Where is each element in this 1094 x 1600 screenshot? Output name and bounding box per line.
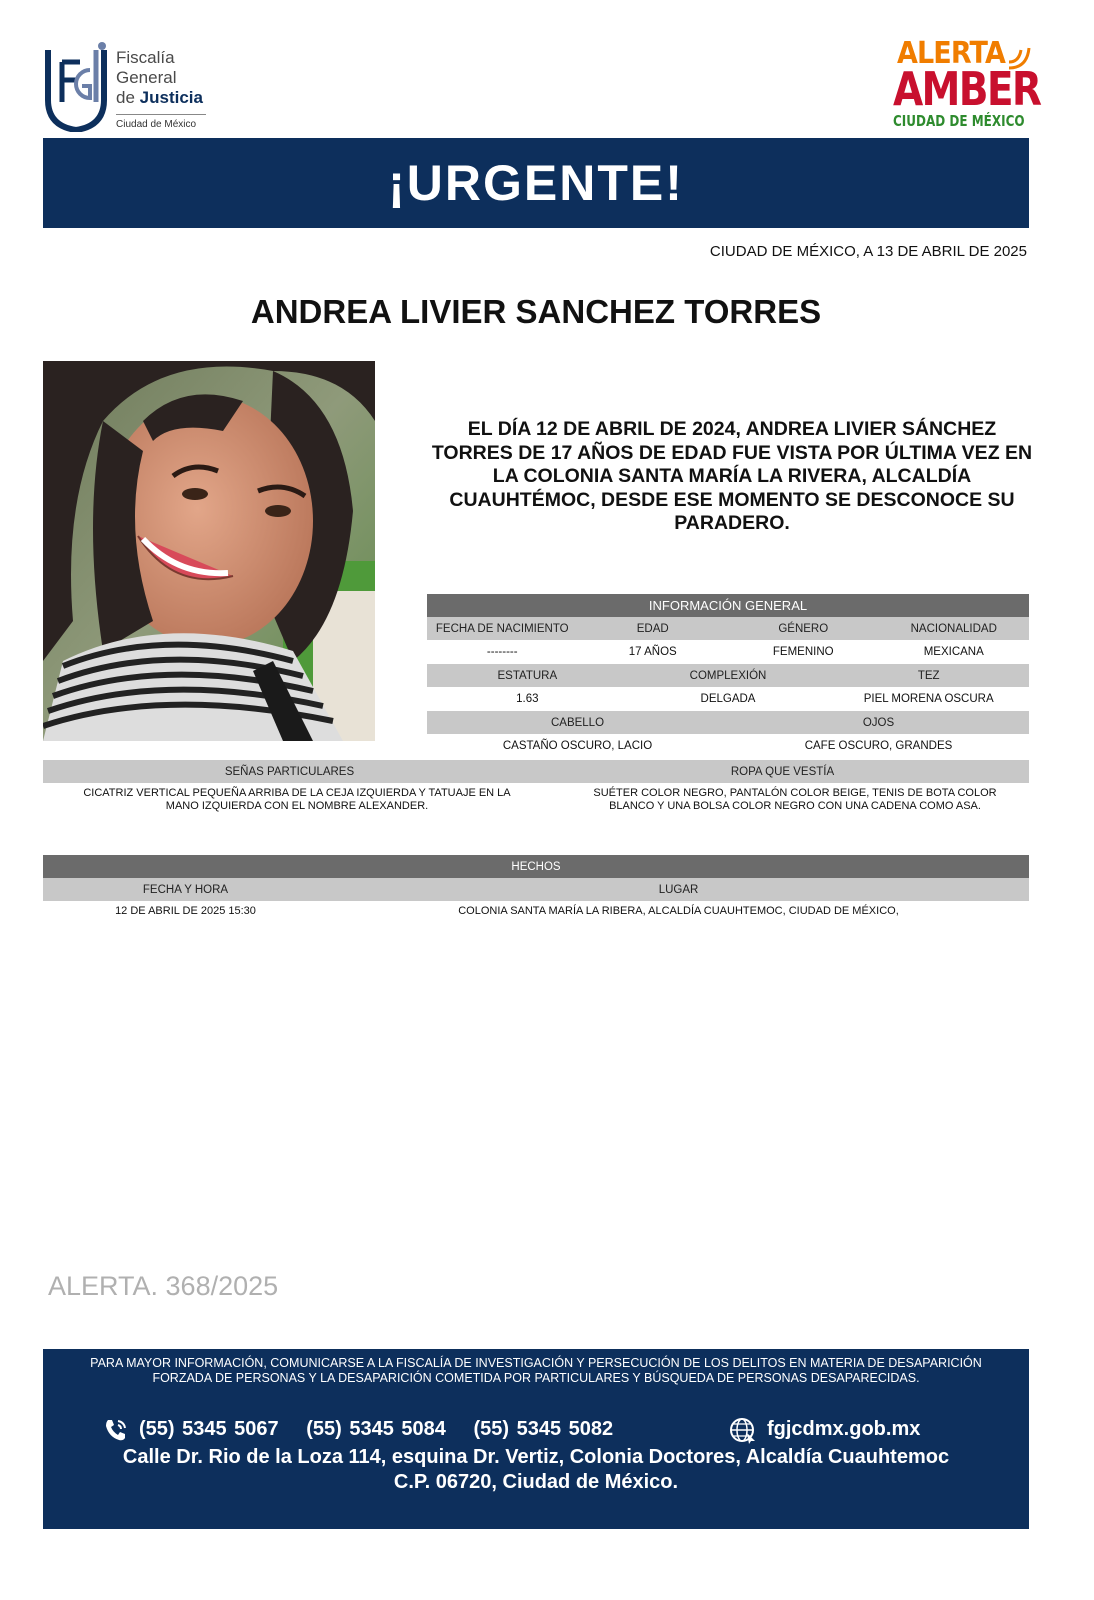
org-subtitle: Ciudad de México <box>116 119 197 130</box>
facts-table <box>43 855 1029 921</box>
value-gender: FEMENINO <box>728 640 879 664</box>
header-gender: GÉNERO <box>728 617 879 640</box>
value-eyes: CAFE OSCURO, GRANDES <box>728 734 1029 758</box>
address-line-2: C.P. 06720, Ciudad de México. <box>393 1471 679 1493</box>
phone-number[interactable]: (55) 5345 5082 <box>473 1418 614 1440</box>
phone-number[interactable]: (55) 5345 5084 <box>306 1418 446 1440</box>
fgj-logo <box>44 40 214 132</box>
contact-footer <box>43 1349 1029 1529</box>
org-line-3-bold: Justicia <box>139 88 203 107</box>
header-nationality: NACIONALIDAD <box>879 617 1030 640</box>
urgent-title: ¡URGENTE! <box>388 155 684 211</box>
address-line-1: Calle Dr. Rio de la Loza 114, esquina Dr. Vertiz, Colonia Doctores, Alcaldía Cuauhtemoc <box>122 1446 950 1468</box>
value-build: DELGADA <box>628 687 829 711</box>
fgj-emblem-icon <box>44 40 110 132</box>
value-birthdate: -------- <box>427 640 578 664</box>
office-address <box>43 1445 1029 1495</box>
contact-line <box>43 1415 1029 1445</box>
value-height: 1.63 <box>427 687 628 711</box>
value-hair: CASTAÑO OSCURO, LACIO <box>427 734 728 758</box>
value-age: 17 AÑOS <box>578 640 729 664</box>
facts-title: HECHOS <box>43 855 1029 878</box>
alerta-amber-logo <box>893 36 1041 132</box>
header-complexion: TEZ <box>828 664 1029 687</box>
header-place: LUGAR <box>328 878 1029 901</box>
missing-person-photo <box>43 361 375 741</box>
header-date-time: FECHA Y HORA <box>43 878 328 901</box>
person-name: ANDREA LIVIER SANCHEZ TORRES <box>250 293 822 330</box>
value-date-time: 12 DE ABRIL DE 2025 15:30 <box>115 905 256 917</box>
org-line-3 <box>116 88 203 108</box>
case-description: EL DÍA 12 DE ABRIL DE 2024, ANDREA LIVIER SÁNCHEZ TORRES DE 17 AÑOS DE EDAD FUE VISTA POR ÚLTIMA VEZ EN LA COLONIA SANTA MARÍA LA RIVERA, ALCALDÍA CUAUHTÉMOC, DESDE ESE MOMENTO SE DESCONOCE SU PARADERO. <box>431 418 1033 534</box>
header-distinguishing-marks: SEÑAS PARTICULARES <box>43 760 536 783</box>
header-age: EDAD <box>578 617 729 640</box>
org-line-3-prefix: de <box>116 88 135 107</box>
value-complexion: PIEL MORENA OSCURA <box>828 687 1029 711</box>
marks-clothing-table <box>43 760 1029 813</box>
header-build: COMPLEXIÓN <box>628 664 829 687</box>
amber-city-text: CIUDAD DE MÉXICO <box>893 112 1025 130</box>
amber-alerta-text: ALERTA <box>897 36 1005 71</box>
org-line-1: Fiscalía <box>116 48 175 67</box>
globe-icon <box>727 1415 757 1445</box>
date-line: CIUDAD DE MÉXICO, A 13 DE ABRIL DE 2025 <box>709 243 1027 260</box>
amber-amber-text: AMBER <box>893 62 1041 116</box>
logo-divider <box>116 114 206 115</box>
header-hair: CABELLO <box>427 711 728 734</box>
alert-number: ALERTA. 368/2025 <box>48 1271 279 1301</box>
value-nationality: MEXICANA <box>879 640 1030 664</box>
urgent-banner <box>43 138 1029 228</box>
org-line-2: General <box>116 68 177 87</box>
header-birthdate: FECHA DE NACIMIENTO <box>427 617 578 640</box>
value-clothing: SUÉTER COLOR NEGRO, PANTALÓN COLOR BEIGE, TENIS DE BOTA COLOR BLANCO Y UNA BOLSA COLOR NEGRO CON UNA CADENA COMO ASA. <box>593 787 997 812</box>
header-height: ESTATURA <box>427 664 628 687</box>
value-distinguishing-marks: CICATRIZ VERTICAL PEQUEÑA ARRIBA DE LA CEJA IZQUIERDA Y TATUAJE EN LA MANO IZQUIERDA CON EL NOMBRE ALEXANDER. <box>83 787 511 812</box>
value-place: COLONIA SANTA MARÍA LA RIBERA, ALCALDÍA CUAUHTEMOC, CIUDAD DE MÉXICO, <box>458 905 899 917</box>
general-info-table <box>427 594 1029 758</box>
header-clothing: ROPA QUE VESTÍA <box>536 760 1029 783</box>
general-info-title: INFORMACIÓN GENERAL <box>427 594 1029 617</box>
phone-icon <box>103 1417 129 1443</box>
phone-numbers <box>139 1418 633 1441</box>
phone-number[interactable]: (55) 5345 5067 <box>139 1418 279 1440</box>
footer-note: PARA MAYOR INFORMACIÓN, COMUNICARSE A LA FISCALÍA DE INVESTIGACIÓN Y PERSECUCIÓN DE LOS DELITOS EN MATERIA DE DESAPARICIÓN FORZADA DE PERSONAS Y LA DESAPARICIÓN COMETIDA POR PARTICULARES Y BÚSQUEDA DE PERSONAS DESAPARECIDAS. <box>90 1356 982 1385</box>
header-eyes: OJOS <box>728 711 1029 734</box>
website-link[interactable]: fgjcdmx.gob.mx <box>767 1418 921 1440</box>
